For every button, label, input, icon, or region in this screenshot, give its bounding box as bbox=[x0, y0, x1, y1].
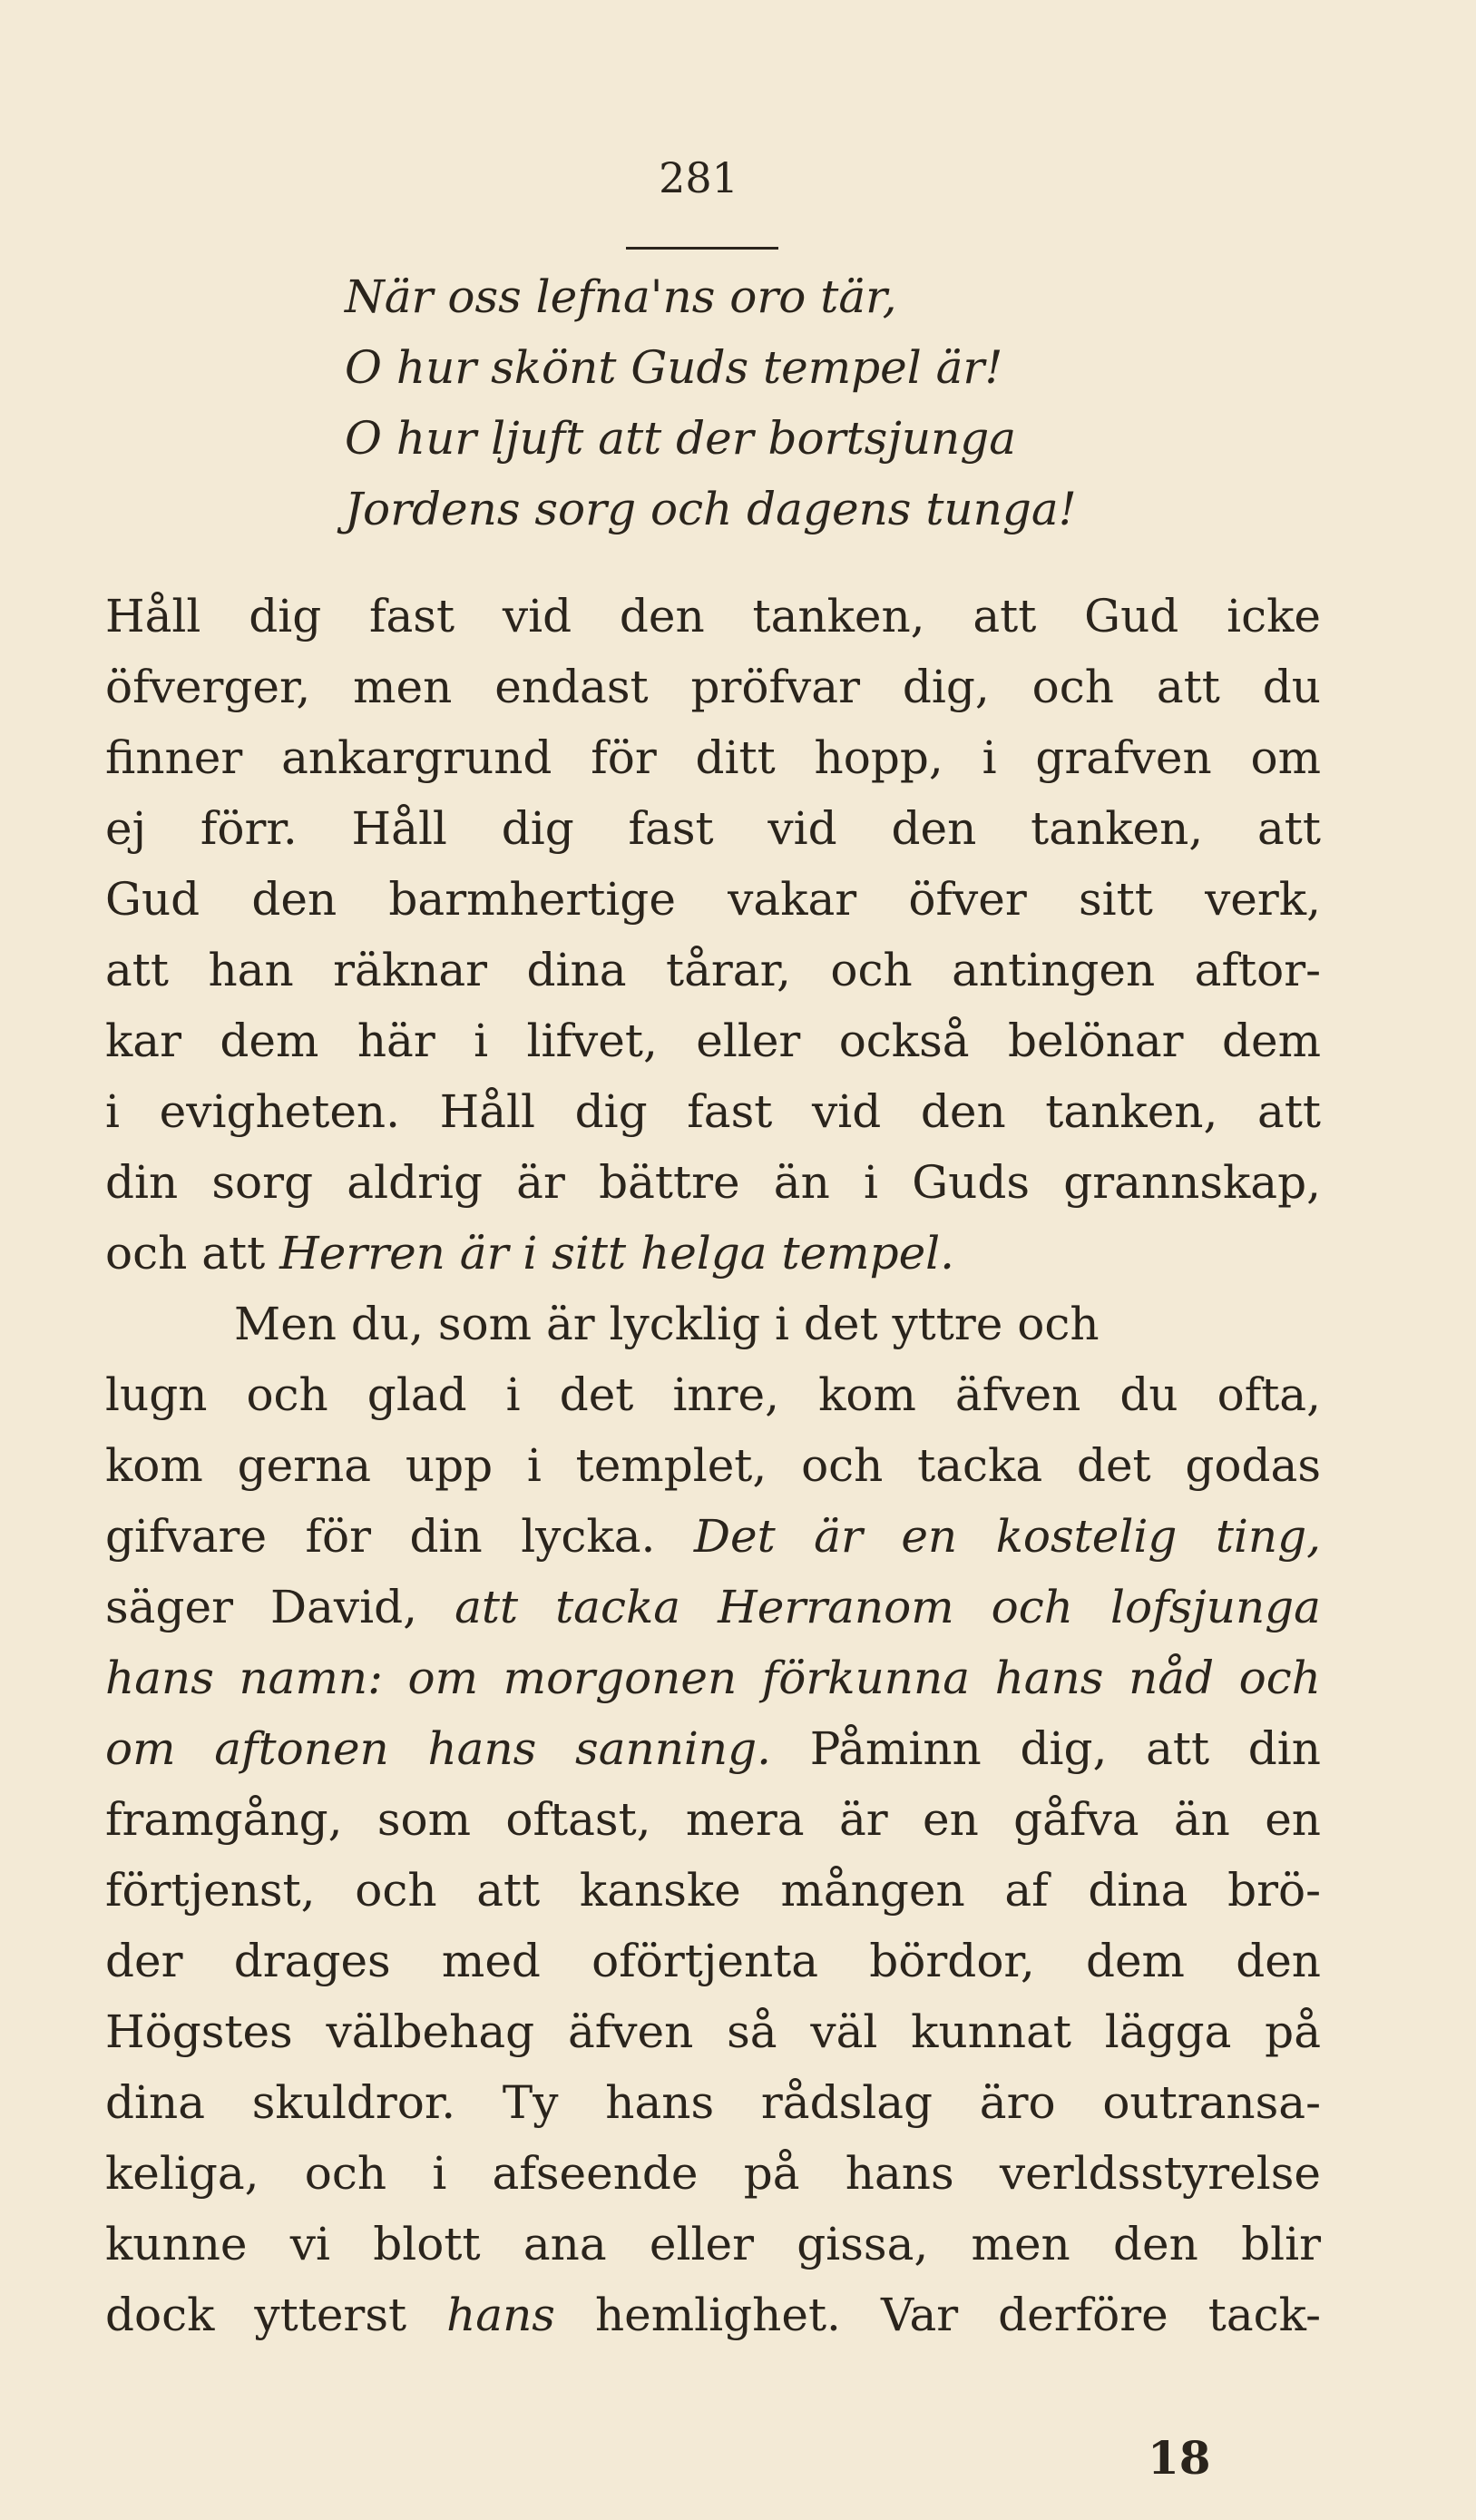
text-line: framgång, som oftast, mera är en gåfva än en bbox=[105, 1793, 1321, 1846]
hymn-verse bbox=[345, 261, 1388, 544]
text-line: keliga, och i afseende på hans verldsstyrelse bbox=[105, 2147, 1321, 2200]
verse-line: O hur ljuft att der bortsjunga bbox=[345, 412, 1017, 465]
italic-phrase: hans bbox=[446, 2289, 555, 2341]
text-line: din sorg aldrig är bättre än i Guds grannskap, bbox=[105, 1156, 1321, 1209]
text-line bbox=[105, 1501, 1321, 1572]
text-line: kom gerna upp i templet, och tacka det godas bbox=[105, 1439, 1321, 1492]
text-line bbox=[105, 1642, 1321, 1713]
text-line bbox=[105, 1218, 1321, 1289]
italic-phrase: Det är en kostelig ting, bbox=[693, 1510, 1321, 1563]
verse-line: O hur skönt Guds tempel är! bbox=[345, 341, 1003, 394]
text-run: säger David, bbox=[105, 1581, 455, 1633]
text-run: hemlighet. Var derföre tack- bbox=[554, 2289, 1321, 2341]
signature-mark: 18 bbox=[1148, 2431, 1211, 2485]
text-line: kunne vi blott ana eller gissa, men den blir bbox=[105, 2218, 1321, 2270]
verse-line: Jordens sorg och dagens tunga! bbox=[345, 483, 1077, 535]
prose-body bbox=[105, 581, 1321, 2350]
page-number-rule bbox=[626, 247, 778, 250]
italic-phrase: om aftonen hans sanning. bbox=[105, 1722, 772, 1775]
text-line: Men du, som är lycklig i det yttre och bbox=[234, 1298, 1100, 1350]
text-line: förtjenst, och att kanske mången af dina brö- bbox=[105, 1864, 1321, 1917]
text-run: dock ytterst bbox=[105, 2289, 447, 2341]
text-line: öfverger, men endast pröfvar dig, och att du bbox=[105, 661, 1321, 713]
verse-line: När oss lefna'ns oro tär, bbox=[345, 270, 897, 323]
text-line: kar dem här i lifvet, eller också belönar dem bbox=[105, 1015, 1321, 1067]
text-line: Högstes välbehag äfven så väl kunnat lägga på bbox=[105, 2005, 1321, 2058]
text-line: dina skuldror. Ty hans rådslag äro outransa- bbox=[105, 2076, 1321, 2129]
italic-phrase: hans namn: om morgonen förkunna hans nåd och bbox=[105, 1652, 1321, 1704]
text-line: Håll dig fast vid den tanken, att Gud icke bbox=[105, 590, 1321, 642]
italic-phrase: att tacka Herranom och lofsjunga bbox=[455, 1581, 1321, 1633]
italic-phrase: Herren är i sitt helga tempel. bbox=[279, 1227, 955, 1280]
text-line: lugn och glad i det inre, kom äfven du ofta, bbox=[105, 1368, 1321, 1421]
text-line: att han räknar dina tårar, och antingen aftor- bbox=[105, 944, 1321, 996]
text-line: i evigheten. Håll dig fast vid den tanken, att bbox=[105, 1085, 1321, 1138]
text-line: ej förr. Håll dig fast vid den tanken, att bbox=[105, 802, 1321, 855]
text-run: gifvare för din lycka. bbox=[105, 1510, 694, 1563]
text-run: Påminn dig, att din bbox=[771, 1722, 1321, 1775]
text-line: der drages med oförtjenta bördor, dem den bbox=[105, 1935, 1321, 1987]
text-line: Gud den barmhertige vakar öfver sitt verk, bbox=[105, 873, 1321, 926]
text-line: finner ankargrund för ditt hopp, i grafven om bbox=[105, 731, 1321, 784]
text-line bbox=[105, 1572, 1321, 1642]
text-run: och att bbox=[105, 1227, 280, 1280]
text-line bbox=[105, 1713, 1321, 1784]
text-line bbox=[105, 2280, 1321, 2350]
page-number: 281 bbox=[659, 153, 738, 202]
